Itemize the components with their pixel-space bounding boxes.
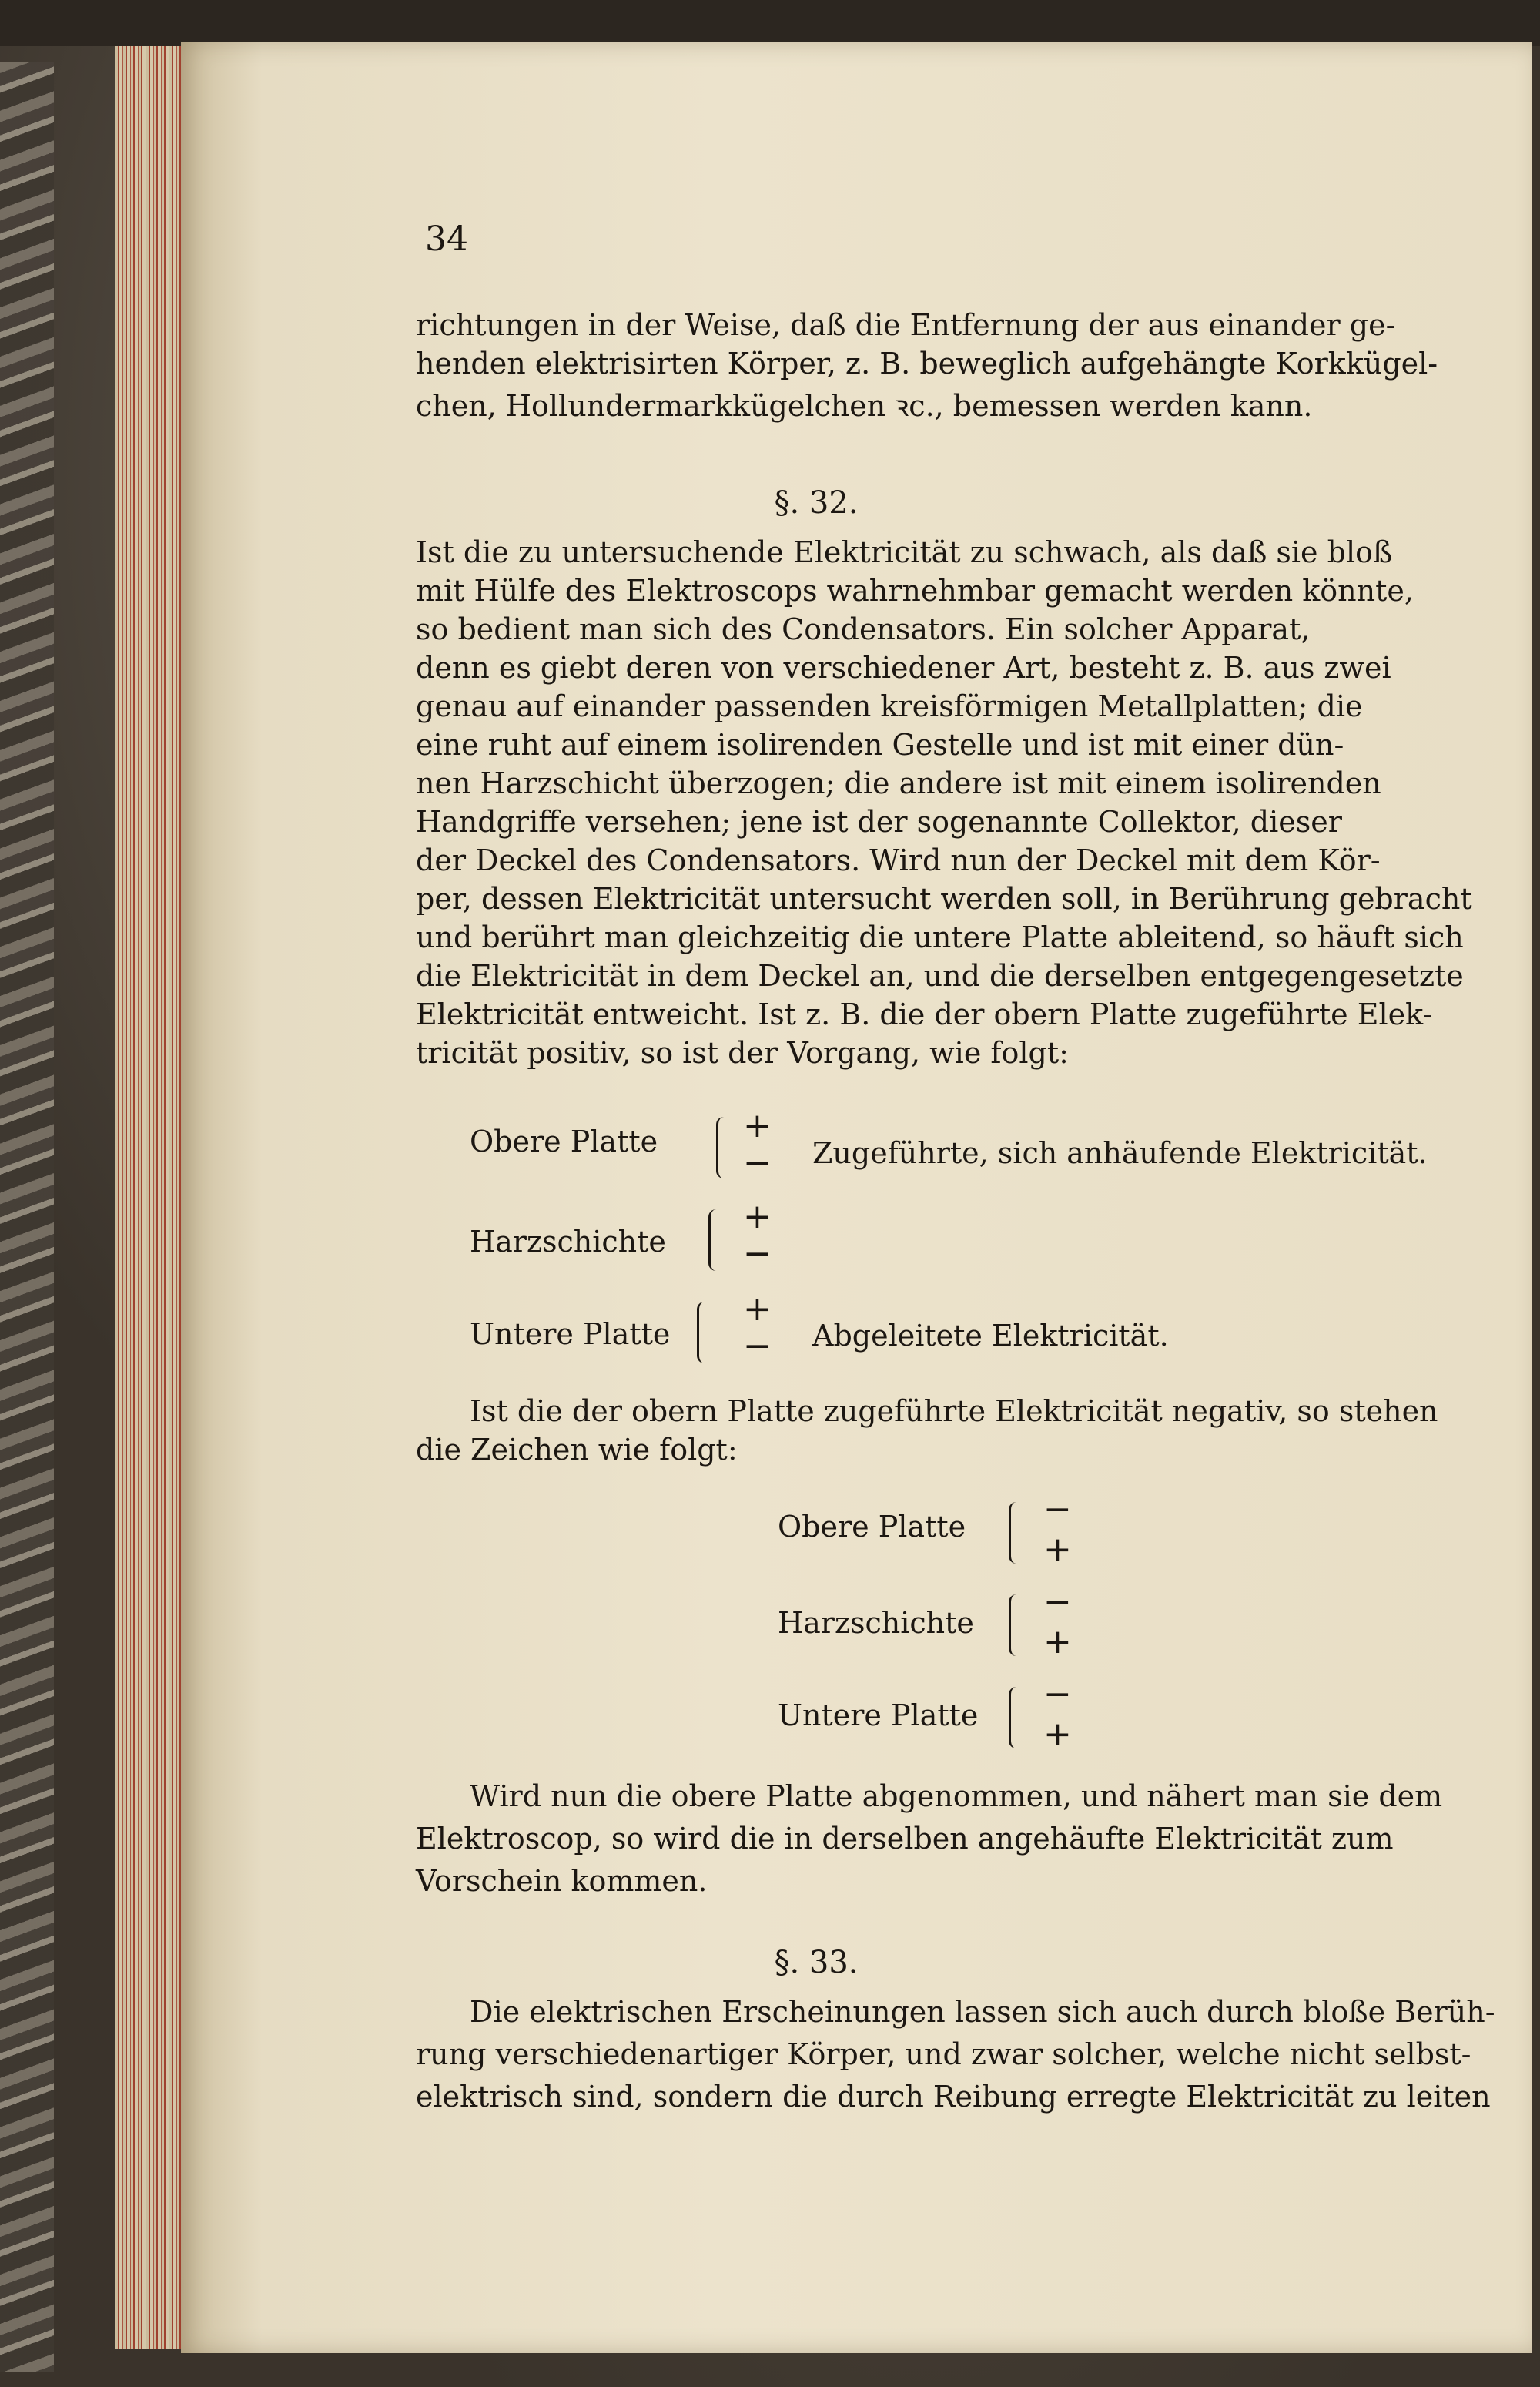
table-row-note: Abgeleitete Elektricität. — [812, 1319, 1169, 1353]
minus-sign: − — [1043, 1582, 1072, 1621]
text-line: Elektroscop, so wird die in derselben angehäufte Elektricität zum — [416, 1822, 1394, 1856]
text-line: mit Hülfe des Elektroscops wahrnehmbar gemacht werden könnte, — [416, 574, 1414, 608]
text-line: Ist die zu untersuchende Elektricität zu schwach, als daß sie bloß — [416, 535, 1393, 569]
text-line: Handgriffe versehen; jene ist der sogenannte Collektor, dieser — [416, 805, 1342, 839]
text-line: Ist die der obern Platte zugeführte Elektricität negativ, so stehen — [470, 1394, 1438, 1428]
section-heading: §. 33. — [774, 1945, 859, 1980]
text-line: die Elektricität in dem Deckel an, und die derselben entgegengesetzte — [416, 959, 1464, 993]
section-heading: §. 32. — [774, 485, 859, 521]
plus-sign: + — [1043, 1530, 1072, 1569]
text-line: elektrisch sind, sondern die durch Reibung erregte Elektricität zu leiten — [416, 2080, 1491, 2114]
text-line: nen Harzschicht überzogen; die andere ist mit einem isolirenden — [416, 766, 1381, 800]
brace — [1009, 1687, 1022, 1748]
table-row-label: Untere Platte — [778, 1698, 979, 1732]
text-line: richtungen in der Weise, daß die Entfernung der aus einander ge- — [416, 308, 1396, 342]
table-row-label: Harzschichte — [470, 1225, 666, 1259]
plus-sign: + — [743, 1106, 772, 1145]
text-line: der Deckel des Condensators. Wird nun der Deckel mit dem Kör- — [416, 843, 1381, 877]
marbled-edge — [0, 62, 54, 2372]
table-row-note: Zugeführte, sich anhäufende Elektricität. — [812, 1136, 1428, 1170]
minus-sign: − — [1043, 1490, 1072, 1529]
plus-sign: + — [743, 1289, 772, 1329]
text-line: Wird nun die obere Platte abgenommen, und nähert man sie dem — [470, 1779, 1443, 1813]
text-line: denn es giebt deren von verschiedener Art, besteht z. B. aus zwei — [416, 651, 1391, 685]
minus-sign: − — [1043, 1675, 1072, 1714]
background-strip — [0, 0, 1540, 46]
brace — [1009, 1594, 1022, 1656]
text-line: und berührt man gleichzeitig die untere Platte ableitend, so häuft sich — [416, 920, 1464, 954]
text-line: tricität positiv, so ist der Vorgang, wie folgt: — [416, 1036, 1069, 1070]
table-row-label: Harzschichte — [778, 1606, 974, 1640]
text-line: chen, Hollundermarkkügelchen ꝛc., bemessen werden kann. — [416, 389, 1313, 423]
text-line: so bedient man sich des Condensators. Ein solcher Apparat, — [416, 612, 1311, 646]
text-line: rung verschiedenartiger Körper, und zwar solcher, welche nicht selbst- — [416, 2037, 1471, 2071]
minus-sign: − — [743, 1326, 772, 1366]
minus-sign: − — [743, 1143, 772, 1182]
text-line: genau auf einander passenden kreisförmigen Metallplatten; die — [416, 689, 1363, 723]
table-row-label: Obere Platte — [778, 1510, 966, 1544]
plus-sign: + — [1043, 1715, 1072, 1754]
brace — [1009, 1502, 1022, 1564]
text-line: Die elektrischen Erscheinungen lassen sich auch durch bloße Berüh- — [470, 1995, 1495, 2029]
text-line: Vorschein kommen. — [416, 1864, 708, 1898]
brace — [708, 1209, 721, 1271]
text-line: henden elektrisirten Körper, z. B. beweglich aufgehängte Korkkügel- — [416, 347, 1438, 381]
minus-sign: − — [743, 1234, 772, 1273]
table-row-label: Untere Platte — [470, 1317, 671, 1351]
table-row-label: Obere Platte — [470, 1125, 658, 1158]
plus-sign: + — [1043, 1622, 1072, 1661]
brace — [716, 1117, 729, 1178]
page-number: 34 — [425, 220, 468, 259]
page-edges — [116, 46, 185, 2349]
brace — [697, 1302, 710, 1363]
text-line: die Zeichen wie folgt: — [416, 1433, 738, 1467]
plus-sign: + — [743, 1197, 772, 1236]
text-line: Elektricität entweicht. Ist z. B. die der obern Platte zugeführte Elek- — [416, 997, 1433, 1031]
text-line: eine ruht auf einem isolirenden Gestelle und ist mit einer dün- — [416, 728, 1344, 762]
text-line: per, dessen Elektricität untersucht werden soll, in Berührung gebracht — [416, 882, 1472, 916]
